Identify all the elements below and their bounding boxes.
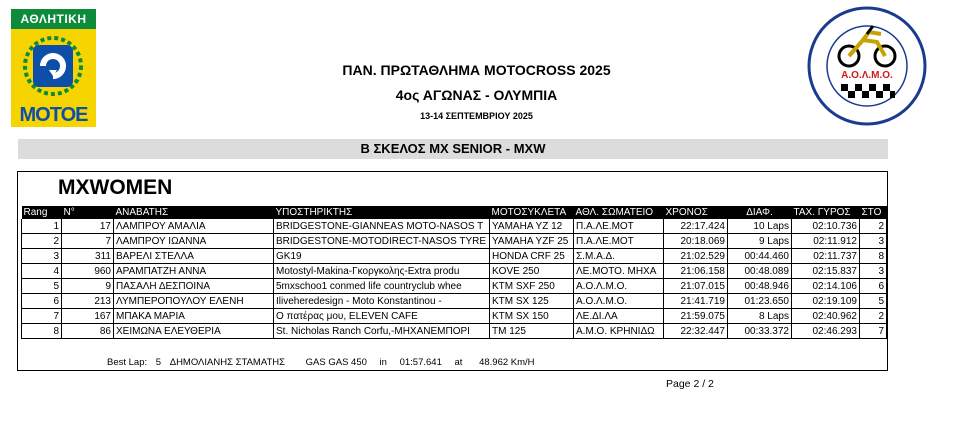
best-lap-in-label: in [379,357,387,368]
cell-number: 167 [62,309,114,324]
cell-diff: 00:48.089 [728,264,792,279]
cell-bike: TM 125 [490,324,574,339]
cell-time: 21:07.015 [664,279,728,294]
cell-time: 21:06.158 [664,264,728,279]
table-header-row [22,206,887,219]
table-row [22,264,887,279]
cell-bike: KTM SX 125 [490,294,574,309]
cell-lap: 7 [860,324,887,339]
cell-rang: 3 [22,249,62,264]
cell-lap: 3 [860,264,887,279]
best-lap-line [107,357,541,368]
cell-sponsor: GK19 [274,249,490,264]
best-lap-bike: GAS GAS 450 [305,357,367,368]
table-row [22,324,887,339]
cell-lap: 8 [860,249,887,264]
cell-club: Σ.Μ.Α.Δ. [574,249,664,264]
best-lap-at-label: at [454,357,463,368]
cell-bike: KTM SX 150 [490,309,574,324]
cell-rider: ΧΕΙΜΩΝΑ ΕΛΕΥΘΕΡΙΑ [114,324,274,339]
cell-club: Π.Α.ΛΕ.ΜΟΤ [574,234,664,249]
cell-diff: 00:48.946 [728,279,792,294]
col-header: N° [62,206,114,219]
cell-time: 21:41.719 [664,294,728,309]
table-row [22,219,887,234]
best-lap-time: 01:57.641 [399,357,442,368]
cell-best-lap: 02:11.912 [792,234,860,249]
round-title: 4ος ΑΓΩΝΑΣ - ΟΛΥΜΠΙΑ [395,87,558,103]
best-lap-speed: 48.962 Km/H [479,357,535,368]
cell-club: ΛΕ.ΜΟΤΟ. ΜΗΧΑ [574,264,664,279]
cell-bike: YAMAHA YZF 25 [490,234,574,249]
col-header: ΥΠΟΣΤΗΡΙΚΤΗΣ [274,206,490,219]
cell-club: Α.Ο.Λ.Μ.Ο. [574,294,664,309]
cell-bike: KOVE 250 [490,264,574,279]
col-header: ΑΝΑΒΑΤΗΣ [114,206,274,219]
cell-best-lap: 02:40.962 [792,309,860,324]
cell-lap: 2 [860,219,887,234]
logo-left-bottom-text: MOTOE [19,104,88,126]
cell-time: 22:32.447 [664,324,728,339]
cell-rang: 1 [22,219,62,234]
cell-diff: 10 Laps [728,219,792,234]
cell-time: 20:18.069 [664,234,728,249]
cell-bike: HONDA CRF 25 [490,249,574,264]
event-dates: 13-14 ΣΕΠΤΕΜΒΡΙΟΥ 2025 [420,111,533,121]
cell-rider: ΑΡΑΜΠΑΤΖΗ ΑΝΝΑ [114,264,274,279]
cell-lap: 2 [860,309,887,324]
cell-sponsor: 5mxschoo1 conmed life countryclub whee [274,279,490,294]
cell-diff: 9 Laps [728,234,792,249]
cell-sponsor: Motostyl-Makina-Γκοργκολης-Extra produ [274,264,490,279]
cell-sponsor: Iliveheredesign - Moto Konstantinou - [274,294,490,309]
cell-best-lap: 02:46.293 [792,324,860,339]
class-title: MXWOMEN [58,176,173,199]
cell-number: 86 [62,324,114,339]
cell-best-lap: 02:14.106 [792,279,860,294]
table-row [22,309,887,324]
cell-rider: ΒΑΡΕΛΙ ΣΤΕΛΛΑ [114,249,274,264]
cell-rider: ΛΑΜΠΡΟΥ ΙΩΑΝΝΑ [114,234,274,249]
best-lap-label: Best Lap: [107,357,148,368]
cell-time: 21:02.529 [664,249,728,264]
cell-number: 9 [62,279,114,294]
table-row [22,294,887,309]
cell-diff: 00:44.460 [728,249,792,264]
cell-number: 960 [62,264,114,279]
cell-time: 21:59.075 [664,309,728,324]
cell-sponsor: BRIDGESTONE-MOTODIRECT-NASOS TYRE [274,234,490,249]
cell-best-lap: 02:15.837 [792,264,860,279]
cell-best-lap: 02:10.736 [792,219,860,234]
cell-rang: 4 [22,264,62,279]
cell-rider: ΛΥΜΠΕΡΟΠΟΥΛΟΥ ΕΛΕΝΗ [114,294,274,309]
col-header: Rang [22,206,62,219]
col-header: ΜΟΤΟΣΥΚΛΕΤΑ [490,206,574,219]
col-header: ΣΤΟ [860,206,887,219]
cell-bike: KTM SXF 250 [490,279,574,294]
cell-rang: 2 [22,234,62,249]
col-header: ΧΡΟΝΟΣ [664,206,728,219]
cell-lap: 3 [860,234,887,249]
cell-lap: 6 [860,279,887,294]
cell-bike: YAMAHA YZ 12 [490,219,574,234]
table-row [22,249,887,264]
cell-sponsor: BRIDGESTONE-GIANNEAS MOTO-NASOS T [274,219,490,234]
cell-club: Α.Ο.Λ.Μ.Ο. [574,279,664,294]
col-header: ΤΑΧ. ΓΥΡΟΣ [792,206,860,219]
cell-number: 311 [62,249,114,264]
cell-sponsor: Ο πατέρας μου, ELEVEN CAFE [274,309,490,324]
logo-left-top-text: ΑΘΛΗΤΙΚΗ [11,9,96,29]
best-lap-rider: ΔΗΜΟΛΙΑΝΗΣ ΣΤΑΜΑΤΗΣ [169,357,285,368]
cell-best-lap: 02:19.109 [792,294,860,309]
cell-rider: ΠΑΣΑΛΗ ΔΕΣΠΟΙΝΑ [114,279,274,294]
cell-diff: 8 Laps [728,309,792,324]
cell-club: Π.Α.ΛΕ.ΜΟΤ [574,219,664,234]
page-number: Page 2 / 2 [666,378,714,390]
cell-diff: 00:33.372 [728,324,792,339]
col-header: ΑΘΛ. ΣΩΜΑΤΕΙΟ [574,206,664,219]
results-box [17,171,888,371]
col-header: ΔΙΑΦ. [728,206,792,219]
cell-time: 22:17.424 [664,219,728,234]
cell-club: ΛΕ.ΔΙ.ΛΑ [574,309,664,324]
cell-rang: 7 [22,309,62,324]
results-table [21,206,887,339]
cell-rider: ΜΠΑΚΑ ΜΑΡΙΑ [114,309,274,324]
logo-right-text: Α.Ο.Λ.Μ.Ο. [841,70,893,81]
table-row [22,279,887,294]
table-row [22,234,887,249]
cell-club: Α.Μ.Ο. ΚΡΗΝΙΔΩ [574,324,664,339]
cell-diff: 01:23.650 [728,294,792,309]
cell-rang: 5 [22,279,62,294]
cell-rang: 6 [22,294,62,309]
cell-rider: ΛΑΜΠΡΟΥ ΑΜΑΛΙΑ [114,219,274,234]
section-title: Β ΣΚΕΛΟΣ MX SENIOR - MXW [18,139,888,159]
cell-best-lap: 02:11.737 [792,249,860,264]
cell-number: 213 [62,294,114,309]
championship-title: ΠΑΝ. ΠΡΩΤΑΘΛΗΜΑ MOTOCROSS 2025 [342,62,611,78]
cell-number: 7 [62,234,114,249]
cell-lap: 5 [860,294,887,309]
cell-rang: 8 [22,324,62,339]
cell-number: 17 [62,219,114,234]
best-lap-number: 5 [155,357,162,368]
cell-sponsor: St. Nicholas Ranch Corfu,-ΜΗΧΑΝΕΜΠΟΡΙ [274,324,490,339]
